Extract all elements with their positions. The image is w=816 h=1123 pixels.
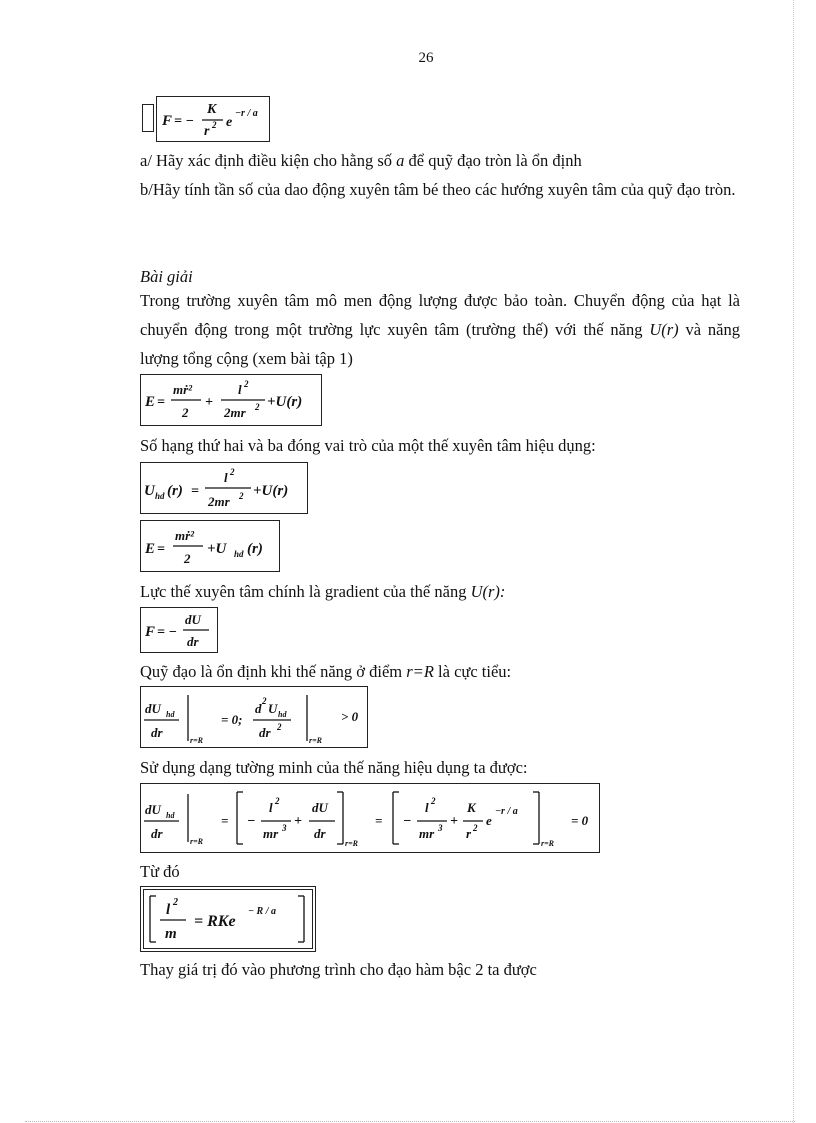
svg-text:l: l xyxy=(166,902,171,918)
svg-text:− R / a: − R / a xyxy=(248,906,277,917)
page-number: 26 xyxy=(418,50,434,66)
svg-text:U: U xyxy=(268,701,278,716)
svg-text:dU: dU xyxy=(185,612,201,627)
svg-text:−: − xyxy=(247,814,256,829)
svg-text:r=R: r=R xyxy=(345,839,359,848)
svg-text:=: = xyxy=(221,813,229,828)
svg-text:mṙ²: mṙ² xyxy=(173,382,193,397)
svg-text:K: K xyxy=(207,102,217,117)
svg-text:mṙ²: mṙ² xyxy=(175,528,195,543)
svg-text:dU: dU xyxy=(312,800,328,815)
svg-text:+U(r): +U(r) xyxy=(267,394,303,410)
svg-text:2: 2 xyxy=(239,491,244,501)
equation-effective-potential xyxy=(140,462,308,514)
equation-result xyxy=(143,889,313,949)
equation-force xyxy=(156,96,270,142)
svg-text:hd: hd xyxy=(234,549,244,559)
svg-text:dr: dr xyxy=(314,826,326,841)
svg-text:=: = xyxy=(375,813,383,828)
svg-text:dU: dU xyxy=(145,701,161,716)
svg-text:m: m xyxy=(165,926,177,942)
svg-text:(r): (r) xyxy=(247,541,263,557)
svg-text:l: l xyxy=(224,470,228,485)
svg-text:(r): (r) xyxy=(167,483,183,499)
equation-energy-effective xyxy=(140,520,280,572)
equation-effective-derivative xyxy=(140,783,600,853)
paragraph-explicit-form: Sử dụng dạng tường minh của thế năng hiệu dụng ta được: xyxy=(140,758,528,777)
svg-text:−: − xyxy=(403,814,412,829)
svg-text:l: l xyxy=(269,800,273,815)
svg-text:2: 2 xyxy=(230,467,235,477)
svg-text:2mr: 2mr xyxy=(208,494,230,509)
question-b: b/Hãy tính tần số của dao động xuyên tâm bé theo các hướng xuyên tâm của quỹ đạo tròn. xyxy=(140,180,736,199)
svg-text:2: 2 xyxy=(173,897,178,908)
svg-text:3: 3 xyxy=(282,823,287,833)
svg-text:2: 2 xyxy=(473,823,478,833)
svg-text:2: 2 xyxy=(244,379,249,389)
paragraph-central-field: Trong trường xuyên tâm mô men động lượng được bảo toàn. Chuyển động của hạt là chuyển động trong một trường lực xuyên tâm (trường thế) với thế năng U(r) và năng lượng tổng cộng (xem bài tập 1) xyxy=(140,291,740,368)
svg-text:mr: mr xyxy=(263,826,279,841)
svg-text:dr: dr xyxy=(187,634,199,649)
svg-text:+: + xyxy=(205,395,213,410)
svg-text:+U: +U xyxy=(207,541,227,557)
svg-text:2: 2 xyxy=(255,402,260,412)
svg-text:= −: = − xyxy=(157,625,177,640)
paragraph-therefore: Từ đó xyxy=(140,862,180,881)
svg-text:e: e xyxy=(226,115,233,130)
svg-text:hd: hd xyxy=(278,710,287,719)
svg-text:2: 2 xyxy=(184,551,191,566)
svg-text:K: K xyxy=(467,800,476,815)
svg-text:+U(r): +U(r) xyxy=(253,483,289,499)
svg-text:= 0: = 0 xyxy=(571,813,589,828)
paragraph-stability: Quỹ đạo là ổn định khi thế năng ở điểm r=R là cực tiểu: xyxy=(140,662,512,681)
svg-text:dr: dr xyxy=(259,725,271,740)
svg-text:+: + xyxy=(450,814,458,829)
svg-text:l: l xyxy=(425,800,429,815)
svg-text:F: F xyxy=(145,624,156,640)
svg-text:−r / a: −r / a xyxy=(235,108,258,119)
svg-text:l: l xyxy=(238,382,242,397)
svg-text:d: d xyxy=(255,701,262,716)
svg-text:r: r xyxy=(204,124,210,139)
svg-text:dU: dU xyxy=(145,802,161,817)
paragraph-substitute: Thay giá trị đó vào phương trình cho đạo hàm bậc 2 ta được xyxy=(140,960,537,979)
svg-text:> 0: > 0 xyxy=(341,709,359,724)
svg-text:2: 2 xyxy=(277,722,282,732)
paragraph-gradient: Lực thế xuyên tâm chính là gradient của thế năng U(r): xyxy=(140,582,506,601)
svg-text:E: E xyxy=(145,541,156,557)
question-a: a/ Hãy xác định điều kiện cho hằng số a để quỹ đạo tròn là ổn định xyxy=(140,151,582,170)
svg-text:r: r xyxy=(466,826,472,841)
page-edge-right xyxy=(793,0,794,1123)
svg-text:e: e xyxy=(486,813,492,828)
equation-stability-condition xyxy=(140,686,368,748)
svg-text:hd: hd xyxy=(166,710,175,719)
svg-text:2: 2 xyxy=(182,405,189,420)
svg-text:3: 3 xyxy=(438,823,443,833)
page-edge-bottom xyxy=(25,1121,795,1122)
svg-text:= −: = − xyxy=(174,114,194,129)
svg-text:r=R: r=R xyxy=(190,736,204,745)
svg-text:dr: dr xyxy=(151,826,163,841)
svg-text:= 0;: = 0; xyxy=(221,712,243,727)
svg-text:U: U xyxy=(144,483,155,499)
svg-text:2mr: 2mr xyxy=(224,405,246,420)
svg-text:hd: hd xyxy=(166,811,175,820)
solution-heading: Bài giải xyxy=(140,267,193,286)
svg-text:+: + xyxy=(294,814,302,829)
svg-text:2: 2 xyxy=(431,796,436,806)
svg-text:F: F xyxy=(162,113,173,129)
equation-anchor-marker xyxy=(142,104,154,132)
svg-text:= RKe: = RKe xyxy=(194,913,236,930)
svg-text:=: = xyxy=(157,395,165,410)
svg-text:dr: dr xyxy=(151,725,163,740)
svg-text:hd: hd xyxy=(155,491,165,501)
svg-text:=: = xyxy=(191,484,199,499)
svg-text:=: = xyxy=(157,542,165,557)
svg-text:E: E xyxy=(145,394,156,410)
paragraph-effective-potential: Số hạng thứ hai và ba đóng vai trò của một thế xuyên tâm hiệu dụng: xyxy=(140,436,596,455)
equation-total-energy xyxy=(140,374,322,426)
svg-text:r=R: r=R xyxy=(309,736,323,745)
svg-text:mr: mr xyxy=(419,826,435,841)
equation-gradient xyxy=(140,607,218,653)
svg-text:2: 2 xyxy=(275,796,280,806)
svg-text:2: 2 xyxy=(262,696,267,706)
svg-text:2: 2 xyxy=(212,120,217,130)
svg-text:r=R: r=R xyxy=(190,837,204,846)
svg-text:r=R: r=R xyxy=(541,839,555,848)
svg-text:−r / a: −r / a xyxy=(495,806,518,817)
